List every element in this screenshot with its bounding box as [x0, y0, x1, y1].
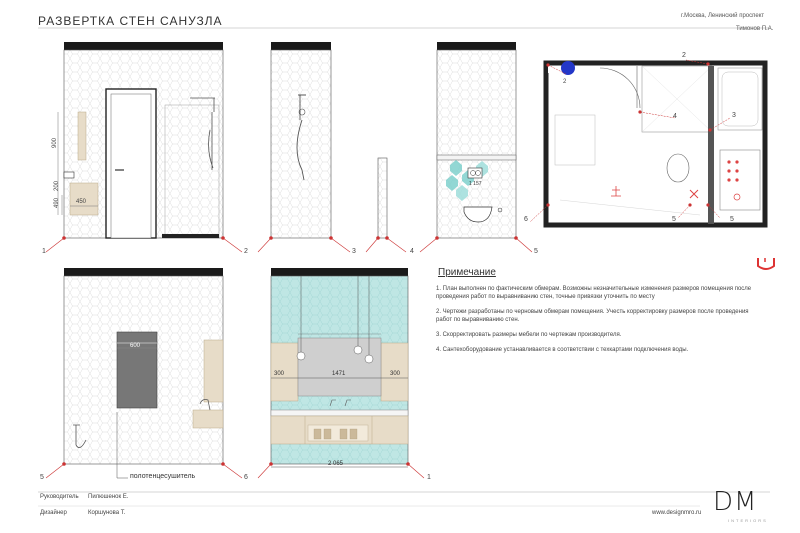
client-name: Тимонов П.А. — [736, 26, 774, 32]
elevation-6 — [271, 268, 408, 467]
logo: DM — [713, 487, 758, 517]
toilet-plan — [667, 154, 689, 182]
mirror — [298, 338, 381, 396]
vanity-side — [193, 410, 223, 428]
dim-600: 600 — [130, 343, 141, 349]
page-title: РАЗВЕРТКА СТЕН САНУЗЛА — [38, 14, 223, 28]
footer-website: www.designmro.ru — [652, 510, 702, 516]
footer-role-1: Руководитель — [40, 494, 79, 500]
logo-subtitle: INTERIORS — [728, 518, 768, 523]
radiator-marker — [561, 61, 575, 75]
elevation-4 — [437, 42, 516, 238]
marker-5b: 5 — [40, 474, 44, 481]
mirror-cabinet — [78, 112, 86, 160]
dim-200: 200 — [54, 180, 61, 192]
dim-2065: 2 065 — [328, 461, 344, 467]
marker-6: 6 — [244, 474, 248, 481]
dim-450: 450 — [76, 199, 87, 205]
dim-300-left: 300 — [274, 371, 285, 377]
marker-3: 3 — [352, 248, 356, 255]
plan-marker-5b: 5 — [730, 216, 734, 223]
plan-marker-3: 3 — [732, 112, 736, 119]
installation-shelf — [437, 155, 516, 160]
pendant-lamp-1 — [297, 352, 305, 360]
note-1: 1. План выполнен по фактическим обмерам. Возможны незначительные изменения размеров помещения после проведения работ по выравниванию стен, точные привязки уточнить по месту — [436, 286, 752, 300]
flush-button-icon — [468, 168, 482, 178]
marker-1: 1 — [42, 248, 46, 255]
footer-name-2: Коршунова Т. — [88, 510, 126, 516]
dim-1471: 1471 — [332, 371, 346, 377]
dim-1157: 1 157 — [469, 181, 482, 187]
dim-490: 490 — [54, 197, 61, 209]
towel-heater-label: полотенцесушитель — [130, 473, 196, 480]
elevation-3 — [378, 158, 387, 238]
marker-2: 2 — [244, 248, 248, 255]
plan-marker-4: 4 — [673, 113, 677, 120]
elevation-1 — [58, 42, 223, 238]
dim-300-right: 300 — [390, 371, 401, 377]
note-3: 3. Скорректировать размеры мебели по чертежам производителя. — [436, 332, 622, 338]
address-text: г.Москва, Ленинский проспект — [681, 13, 765, 19]
elevation-5 — [64, 268, 223, 478]
plan-marker-6: 6 — [524, 216, 528, 223]
plan-marker-5a: 5 — [672, 216, 676, 223]
plan-marker-2b: 2 — [682, 52, 686, 59]
plan-marker-2a: 2 — [563, 79, 567, 85]
notes-heading: Примечание — [438, 267, 496, 278]
elevation-2 — [271, 42, 331, 238]
marker-5: 5 — [534, 248, 538, 255]
pendant-lamp-2 — [354, 346, 362, 354]
floor-cabinet — [720, 150, 760, 210]
bracket-icon — [758, 258, 774, 269]
footer-role-2: Дизайнер — [40, 510, 67, 516]
dim-900: 900 — [52, 137, 59, 149]
pendant-lamp-3 — [365, 355, 373, 363]
countertop — [271, 410, 408, 416]
marker-1b: 1 — [427, 474, 431, 481]
footer-name-1: Пилюшенок Е. — [88, 494, 129, 500]
mixer-icon — [64, 172, 74, 178]
wall-cabinet-side — [204, 340, 223, 402]
note-2: 2. Чертежи разработаны по черновым обмерам помещения. Учесть корректировку размеров после проведения работ по выравниванию стен. — [436, 309, 749, 323]
note-4: 4. Сантехоборудование устанавливается в соответствии с техкартами подключения воды. — [436, 347, 689, 353]
bathtub — [718, 68, 762, 130]
marker-4: 4 — [410, 248, 414, 255]
